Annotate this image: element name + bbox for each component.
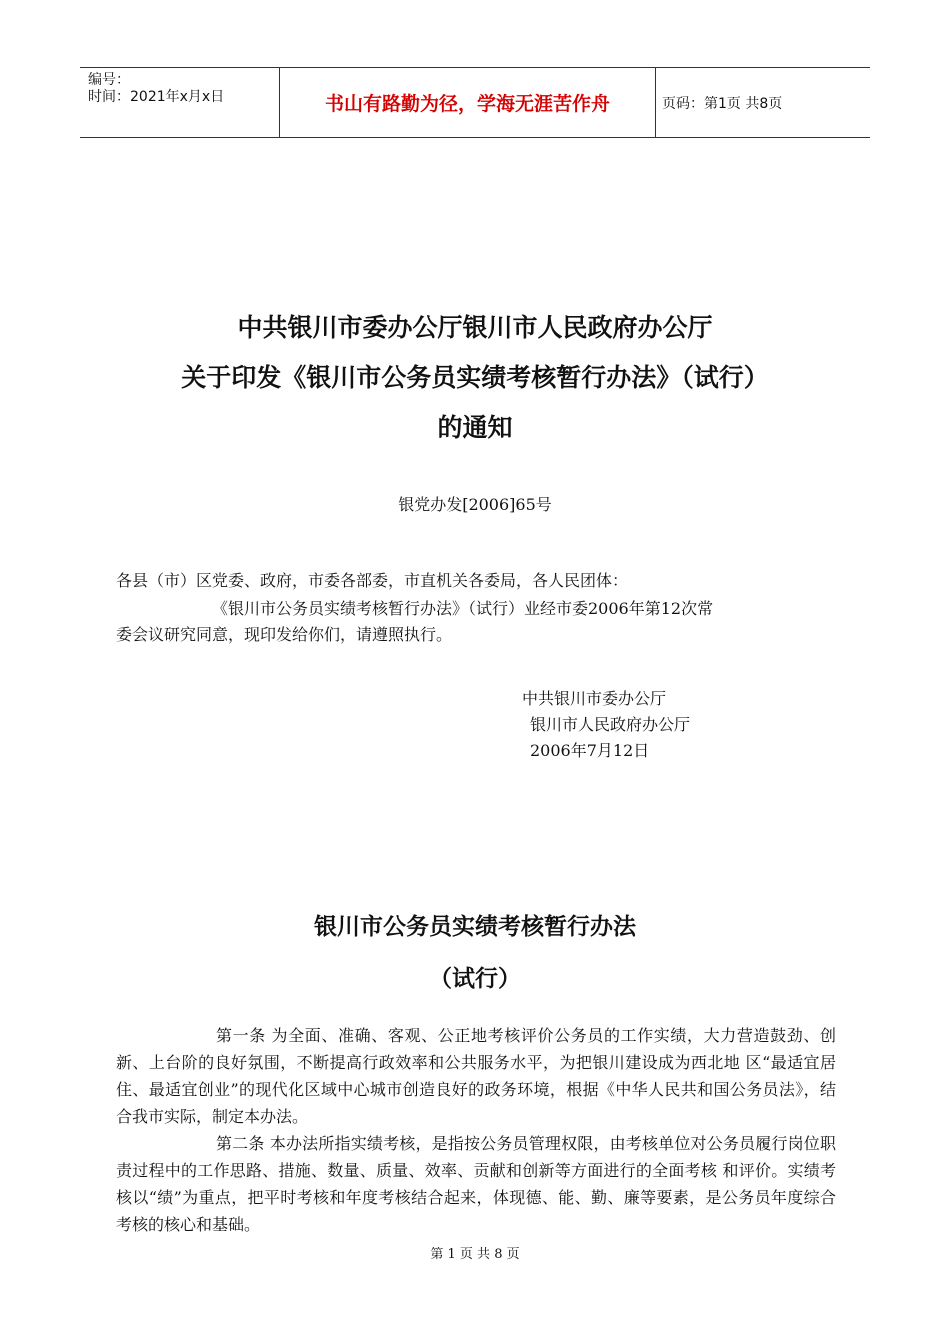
notice-title-line2: 关于印发《银川市公务员实绩考核暂行办法》（试行）	[181, 363, 769, 392]
header-table	[80, 67, 870, 138]
addressee: 各县（市）区党委、政府，市委各部委，市直机关各委局，各人民团体：	[116, 571, 629, 590]
motto-cell	[280, 68, 656, 137]
article-2: 第二条 本办法所指实绩考核，是指按公务员管理权限，由考核单位对公务员履行岗位职责过程中的工作思路、措施、数量、质量、效率、贡献和创新等方面进行的全面考核 和评价。实绩考核以“绩”为重点，把平时考核和年度考核结合起来，体现德、能、勤、廉等要素，是公务员年度综合考核的核心和基础。	[116, 1134, 836, 1234]
signature-date: 2006年7月12日	[530, 741, 650, 760]
notice-body-line2: 委会议研究同意，现印发给你们，请遵照执行。	[116, 625, 453, 644]
notice-title-line1: 中共银川市委办公厅银川市人民政府办公厅	[237, 313, 713, 342]
notice-body-line1: 《银川市公务员实绩考核暂行办法》（试行）业经市委2006年第12次常	[212, 599, 714, 618]
page-info-text: 页码：第1页 共8页	[662, 95, 783, 112]
signer-party-office: 中共银川市委办公厅	[522, 689, 667, 708]
motto-text: 书山有路勤为径，学海无涯苦作舟	[324, 93, 610, 115]
page-info-cell	[656, 68, 870, 137]
header-meta-cell	[80, 68, 280, 137]
article-1: 第一条 为全面、准确、客观、公正地考核评价公务员的工作实绩，大力营造鼓劲、创新、上台阶的良好氛围，不断提高行政效率和公共服务水平，为把银川建设成为西北地 区“最适宜居住、最适宜创业”的现代化区域中心城市创造良好的政务环境，根据《中华人民共和国公务员法》，结合我市实际，制定本办法。	[116, 1026, 836, 1126]
signer-government-office: 银川市人民政府办公厅	[530, 715, 691, 734]
number-label: 编号：	[88, 72, 130, 88]
rules-subtitle: （试行）	[429, 966, 521, 992]
rules-title: 银川市公务员实绩考核暂行办法	[314, 914, 636, 940]
time-label: 时间：2021年x月x日	[88, 89, 225, 105]
page-footer: 第 1 页 共 8 页	[430, 1247, 520, 1262]
notice-title-line3: 的通知	[437, 413, 513, 442]
document-number: 银党办发[2006]65号	[398, 495, 552, 514]
